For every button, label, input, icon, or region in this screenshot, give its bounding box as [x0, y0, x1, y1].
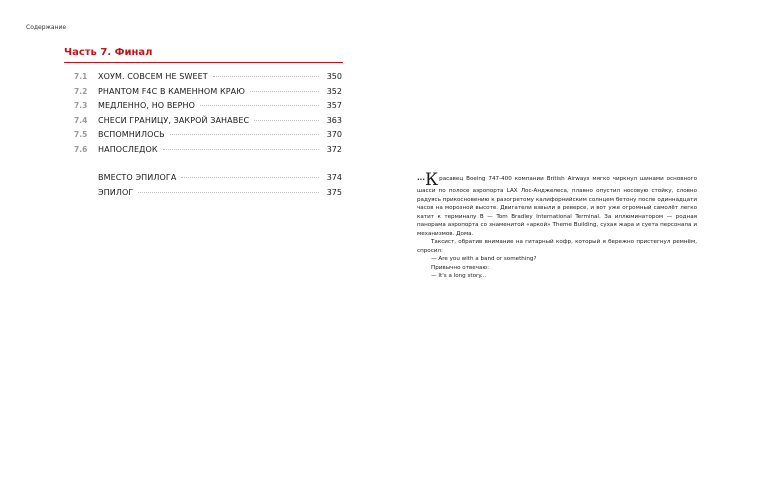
toc-entry[interactable]: [64, 70, 342, 85]
paragraph-text: расавец Boeing 747-400 компании British Airways мягко чиркнул шинами основного шасси по полосе аэропорта LAX Лос-Анджелеса, плавно опустил носовую стойку, словно радуясь прикосновению к разогретому калифорнийским солнцем бетону после одиннадцати часов на морозной высоте. Двигатели взвыли в реверсе, и вот уже огромный самолёт легко катит к терминалу B — Tom Bradley International Terminal. За иллюминатором — родная панорама аэропорта со знаменитой «аркой» Theme Building, сухая жара и суета персонала и механизмов. Дома.: [417, 176, 697, 237]
dot-leader: [213, 76, 319, 77]
text-page: [380, 0, 759, 500]
chapter-number: 7.2: [74, 86, 88, 96]
chapter-number: 7.6: [74, 144, 88, 154]
opening-paragraph: [417, 170, 697, 238]
part-title-rule: [64, 62, 343, 63]
dot-leader: [163, 149, 319, 150]
toc-entry[interactable]: [64, 143, 342, 158]
paragraph: Привычно отвечаю:: [431, 264, 490, 271]
dropcap: К: [424, 170, 439, 190]
page-number: 372: [326, 144, 342, 154]
dot-leader: [250, 91, 319, 92]
chapter-number: 7.3: [74, 101, 88, 110]
chapter-number: 7.4: [74, 115, 88, 125]
toc-entry[interactable]: [64, 85, 342, 100]
toc-entry[interactable]: [64, 99, 342, 114]
page-number: 375: [326, 187, 342, 197]
chapter-title[interactable]: ХОУМ. СОВСЕМ НЕ SWEET: [98, 72, 208, 81]
chapter-title[interactable]: PHANTOM F4C В КАМЕННОМ КРАЮ: [98, 86, 245, 96]
chapter-title[interactable]: НАПОСЛЕДОК: [98, 144, 158, 154]
chapter-number: 7.1: [74, 72, 88, 81]
chapter-number: 7.5: [74, 130, 88, 139]
toc-entry[interactable]: [64, 171, 342, 186]
chapter-title[interactable]: СНЕСИ ГРАНИЦУ, ЗАКРОЙ ЗАНАВЕС: [98, 115, 250, 125]
dot-leader: [170, 134, 319, 135]
toc-entry[interactable]: [64, 114, 342, 129]
paragraph: Таксист, обратив внимание на гитарный кофр, который я бережно пристегнул ремнём, спросил:: [417, 239, 697, 254]
dot-leader: [254, 120, 319, 121]
part-title: Часть 7. Финал: [64, 47, 153, 58]
extras-list: [64, 171, 342, 200]
dialog-line: — Are you with a band or something?: [431, 256, 537, 262]
dialog-line: — It's a long story...: [431, 273, 487, 279]
dot-leader: [200, 105, 319, 106]
page-number: 352: [326, 86, 342, 96]
chapter-title[interactable]: МЕДЛЕННО, НО ВЕРНО: [98, 101, 196, 110]
chapter-list: [64, 70, 342, 157]
dot-leader: [181, 177, 319, 178]
page-number: 350: [326, 72, 342, 81]
chapter-title[interactable]: ВСПОМНИЛОСЬ: [98, 130, 165, 139]
toc-entry[interactable]: [64, 128, 342, 143]
page-number: 370: [326, 130, 342, 139]
running-head: Содержание: [26, 24, 67, 31]
page-number: 363: [326, 115, 342, 125]
dot-leader: [138, 192, 319, 193]
body-text: [417, 170, 697, 281]
dropcap-ellipsis: ...: [417, 174, 425, 182]
toc-entry[interactable]: [64, 186, 342, 201]
page-number: 374: [326, 173, 342, 182]
chapter-title[interactable]: ЭПИЛОГ: [98, 187, 134, 197]
page-number: 357: [326, 101, 342, 110]
chapter-title[interactable]: ВМЕСТО ЭПИЛОГА: [98, 173, 177, 182]
